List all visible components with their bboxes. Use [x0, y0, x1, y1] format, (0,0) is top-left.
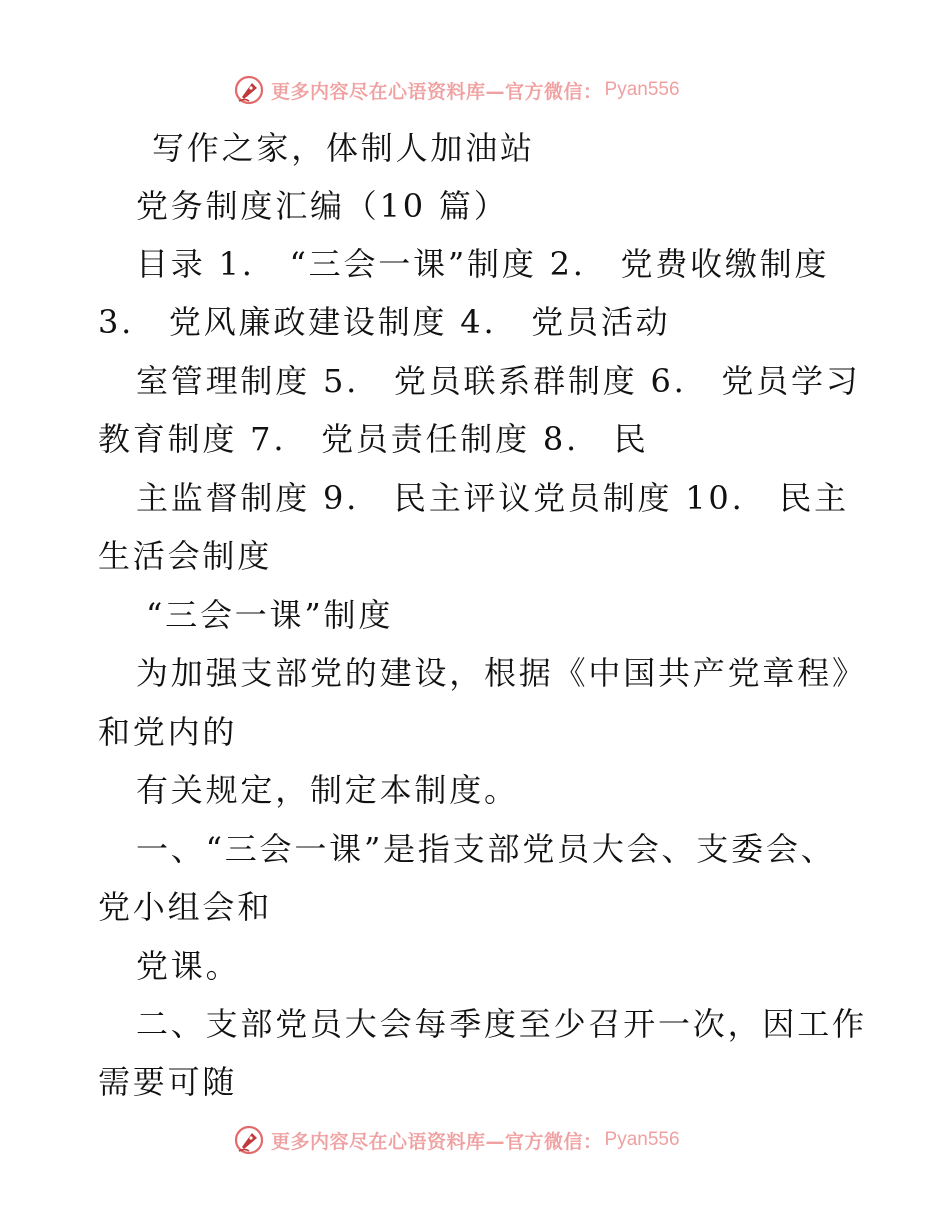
doc-line: 目录 1. “三会一课”制度 2. 党费收缴制度 — [136, 245, 830, 283]
doc-line: 需要可随 — [98, 1063, 238, 1101]
doc-line: 生活会制度 — [98, 537, 273, 575]
doc-line: 一、“三会一课”是指支部党员大会、支委会、 — [136, 830, 836, 868]
doc-line: 主监督制度 9. 民主评议党员制度 10. 民主 — [136, 479, 849, 517]
doc-line: 教育制度 7. 党员责任制度 8. 民 — [98, 420, 649, 458]
pen-nib-logo-icon — [233, 1124, 265, 1156]
doc-line: 有关规定，制定本制度。 — [136, 771, 519, 809]
doc-line: 3. 党风廉政建设制度 4. 党员活动 — [98, 303, 671, 341]
watermark-banner-bottom — [233, 1122, 680, 1158]
doc-line: 写作之家，体制人加油站 — [152, 129, 535, 167]
doc-line: 党课。 — [136, 947, 241, 985]
pen-nib-logo-icon — [233, 74, 265, 106]
watermark-text: 更多内容尽在心语资料库—官方微信： — [271, 1130, 603, 1153]
doc-title: 党务制度汇编（10 篇） — [136, 187, 509, 225]
watermark-id: Pyan556 — [604, 79, 680, 100]
watermark-text: 更多内容尽在心语资料库—官方微信： — [271, 80, 603, 103]
doc-line: 二、支部党员大会每季度至少召开一次，因工作 — [136, 1005, 867, 1043]
doc-line: 为加强支部党的建设，根据《中国共产党章程》 — [136, 654, 867, 692]
section-heading: “三会一课”制度 — [146, 596, 394, 634]
watermark-id: Pyan556 — [604, 1129, 680, 1150]
doc-line: 党小组会和 — [98, 888, 273, 926]
watermark-banner-top — [233, 72, 680, 108]
doc-line: 室管理制度 5. 党员联系群制度 6. 党员学习 — [136, 362, 861, 400]
doc-line: 和党内的 — [98, 713, 238, 751]
